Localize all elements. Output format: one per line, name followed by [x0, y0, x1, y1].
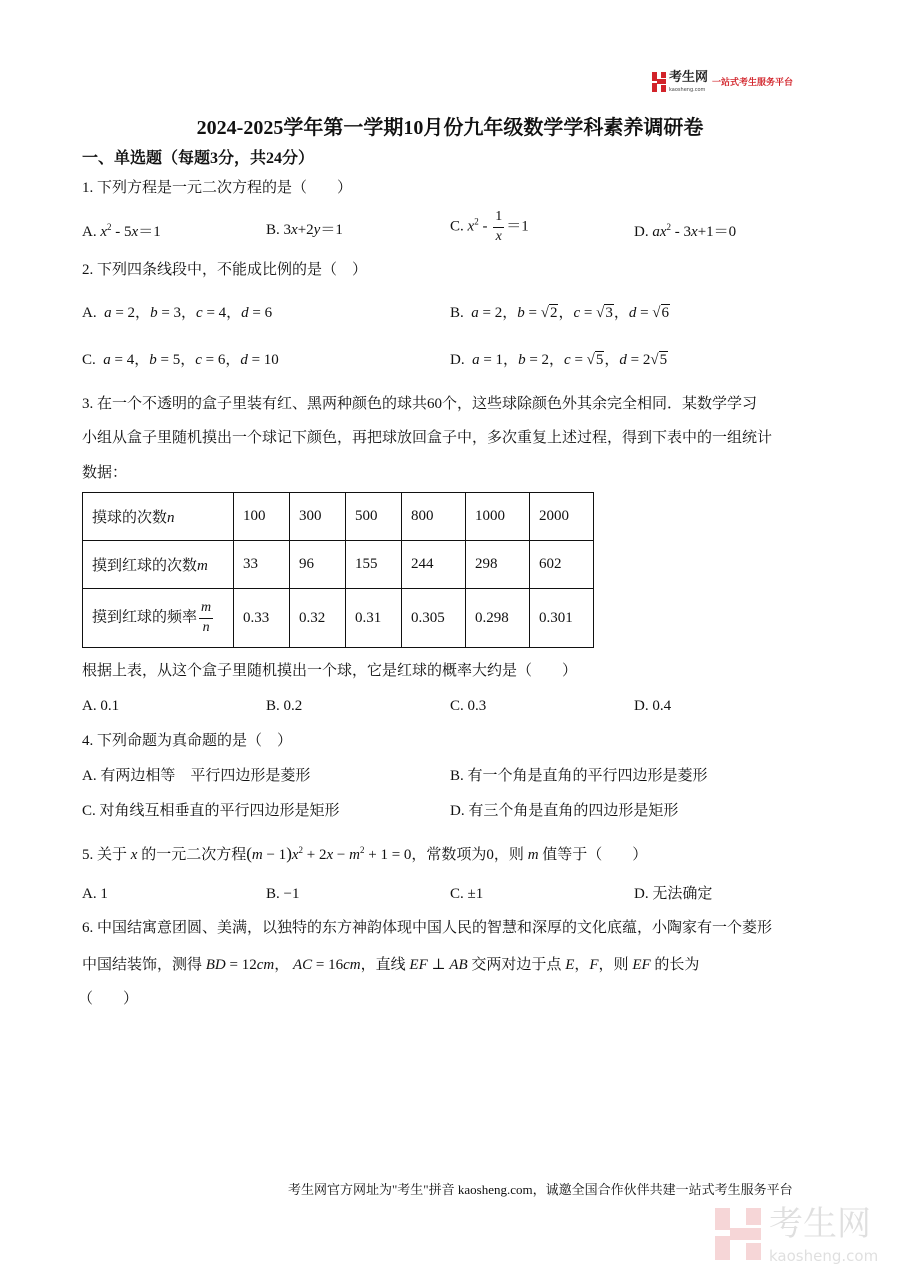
table-cell: 244: [402, 541, 466, 589]
table-cell: 155: [346, 541, 402, 589]
table-cell: 2000: [530, 493, 594, 541]
footer-note: 考生网官方网址为"考生"拼音 kaosheng.com，诚邀全国合作伙伴共建一站式考生服务平台: [288, 1182, 793, 1197]
q4-option-c: C. 对角线互相垂直的平行四边形是矩形: [82, 803, 340, 819]
brand-name: 考生网 kaosheng.com: [669, 70, 709, 94]
q3-question: 根据上表，从这个盒子里随机摸出一个球，它是红球的概率大约是（ ）: [82, 663, 578, 679]
q6-answer-blank: （ ）: [78, 991, 139, 1007]
table-cell: 602: [530, 541, 594, 589]
table-cell: 500: [346, 493, 402, 541]
table-row: [83, 589, 594, 648]
table-cell: 1000: [466, 493, 530, 541]
q2-option-a: A. a = 2，b = 3，c = 4，d = 6: [82, 305, 273, 321]
q2-option-b: B. a = 2，b = √2，c = √3，d = √6: [450, 305, 670, 321]
q2-stem: 2. 下列四条线段中，不能成比例的是（ ）: [82, 262, 368, 278]
table-cell: 300: [290, 493, 346, 541]
q4-option-b: B. 有一个角是直角的平行四边形是菱形: [450, 768, 708, 784]
table-cell: 0.33: [234, 589, 290, 648]
table-cell: 0.301: [530, 589, 594, 648]
table-cell: 100: [234, 493, 290, 541]
table-row: [83, 493, 594, 541]
page-title: 2024-2025学年第一学期10月份九年级数学学科素养调研卷: [196, 117, 704, 139]
q5-option-b: B. −1: [266, 886, 300, 902]
table-cell: 298: [466, 541, 530, 589]
table-cell: 0.305: [402, 589, 466, 648]
section-heading: 一、单选题（每题3分，共24分）: [82, 150, 315, 167]
q2-option-c: C. a = 4，b = 5，c = 6，d = 10: [82, 352, 279, 368]
q5-option-a: A. 1: [82, 886, 108, 902]
q6-stem-line2: 中国结装饰，测得 BD = 12cm， AC = 16cm，直线 EF ⊥ AB 交两对边于点 E，F，则 EF 的长为: [82, 957, 700, 973]
q1-option-c: C. $x^2$ - $\frac{1}{x}$ ＝1: [450, 209, 529, 245]
q3-option-b: B. 0.2: [266, 698, 303, 714]
row-label: 摸到红球的次数m: [83, 541, 234, 589]
table-cell: 0.31: [346, 589, 402, 648]
q3-option-c: C. 0.3: [450, 698, 487, 714]
q5-option-c: C. ±1: [450, 886, 484, 902]
q5-stem: 5. 关于 x 的一元二次方程$(m - 1)x^2 + 2x - m^2 + 1 = 0$，常数项为0，则 m 值等于（ ）: [82, 844, 648, 863]
row-label: 摸球的次数n: [83, 493, 234, 541]
q5-option-d: D. 无法确定: [634, 886, 713, 902]
row-label: 摸到红球的频率 $\frac{m}{n}$: [83, 589, 234, 648]
q3-option-a: A. 0.1: [82, 698, 120, 714]
q4-option-d: D. 有三个角是直角的四边形是矩形: [450, 803, 679, 819]
q1-option-d: D. $ax^2 - 3x+1=0$: [634, 222, 737, 240]
q1-stem: 1. 下列方程是一元二次方程的是（ ）: [82, 180, 353, 196]
table-cell: 33: [234, 541, 290, 589]
q1-option-b: B. 3x+2y＝1: [266, 222, 343, 238]
watermark-logo-icon: [715, 1208, 761, 1260]
kaosheng-logo: [652, 70, 793, 94]
table-row: [83, 541, 594, 589]
frequency-table: [82, 492, 594, 648]
kaosheng-watermark: 考生网 kaosheng.com: [715, 1203, 878, 1265]
q4-option-a: A. 有两边相等 平行四边形是菱形: [82, 768, 311, 784]
q3-stem-line3: 数据：: [82, 465, 128, 481]
table-cell: 0.32: [290, 589, 346, 648]
logo-mark-icon: [652, 72, 666, 92]
table-cell: 800: [402, 493, 466, 541]
q6-stem-line1: 6. 中国结寓意团圆、美满，以独特的东方神韵体现中国人民的智慧和深厚的文化底蕴，小陶家有一个菱形: [82, 920, 773, 936]
q3-option-d: D. 0.4: [634, 698, 672, 714]
q2-option-d: D. a = 1，b = 2，c = √5，d = 2√5: [450, 352, 668, 368]
table-cell: 96: [290, 541, 346, 589]
q3-stem-line1: 3. 在一个不透明的盒子里装有红、黑两种颜色的球共60个，这些球除颜色外其余完全相同．某数学学习: [82, 396, 758, 412]
table-cell: 0.298: [466, 589, 530, 648]
q4-stem: 4. 下列命题为真命题的是（ ）: [82, 733, 293, 749]
q3-stem-line2: 小组从盒子里随机摸出一个球记下颜色，再把球放回盒子中，多次重复上述过程，得到下表中的一组统计: [82, 430, 773, 446]
brand-slogan: 一站式考生服务平台: [712, 78, 794, 89]
q1-option-a: A. $x^2 - 5x=1$: [82, 222, 161, 240]
